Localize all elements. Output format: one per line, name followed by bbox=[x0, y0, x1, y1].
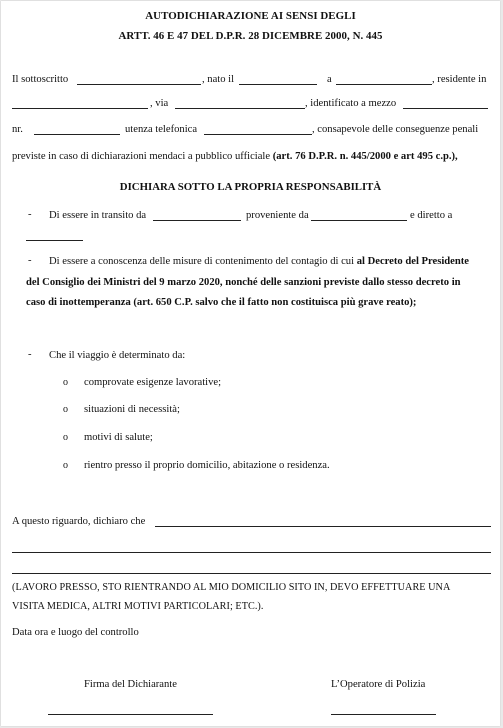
reason-2: situazioni di necessità; bbox=[84, 404, 180, 415]
reason-4: rientro presso il proprio domicilio, abitazione o residenza. bbox=[84, 460, 330, 471]
label-transito: Di essere in transito da bbox=[49, 210, 147, 221]
label-sottoscritto: Il sottoscritto bbox=[12, 74, 69, 85]
document-title-line1: AUTODICHIARAZIONE AI SENSI DEGLI bbox=[145, 10, 356, 22]
field-diretto-a[interactable] bbox=[26, 240, 83, 241]
field-numero-documento[interactable] bbox=[34, 134, 120, 135]
conoscenza-line1 bbox=[49, 255, 469, 268]
label-previste: previste in caso di dichiarazioni mendaci a pubblico ufficiale bbox=[12, 151, 271, 162]
dichiara-heading: DICHIARA SOTTO LA PROPRIA RESPONSABILITÀ bbox=[119, 181, 382, 193]
field-nome[interactable] bbox=[77, 84, 201, 85]
firma-dichiarante-line[interactable] bbox=[48, 714, 213, 715]
declaration-page bbox=[1, 1, 500, 726]
field-via[interactable] bbox=[175, 108, 305, 109]
field-telefono[interactable] bbox=[204, 134, 312, 135]
conoscenza-line2: del Consiglio dei Ministri del 9 marzo 2020, nonché delle sanzioni previste dallo stesso decreto in bbox=[26, 277, 461, 288]
conoscenza-normal: Di essere a conoscenza delle misure di contenimento del contagio di cui bbox=[49, 256, 355, 267]
label-a: a bbox=[327, 74, 332, 85]
label-residente-in: , residente in bbox=[432, 74, 487, 85]
document-title-line2: ARTT. 46 E 47 DEL D.P.R. 28 DICEMBRE 2000, N. 445 bbox=[118, 30, 383, 42]
label-data-luogo: Data ora e luogo del controllo bbox=[12, 627, 139, 638]
previste-line bbox=[12, 150, 458, 163]
field-data-nascita[interactable] bbox=[239, 84, 317, 85]
field-dichiarazione-1[interactable] bbox=[155, 526, 491, 527]
label-articoli: (art. 76 D.P.R. n. 445/2000 e art 495 c.p.), bbox=[272, 151, 458, 162]
esempi-line1: (LAVORO PRESSO, STO RIENTRANDO AL MIO DOMICILIO SITO IN, DEVO EFFETTUARE UNA bbox=[12, 582, 451, 593]
field-proveniente-da[interactable] bbox=[311, 220, 407, 221]
label-diretto: e diretto a bbox=[410, 210, 453, 221]
esempi-line2: VISITA MEDICA, ALTRI MOTIVI PARTICOLARI; ETC.). bbox=[12, 601, 264, 612]
reason-3: motivi di salute; bbox=[84, 432, 153, 443]
field-dichiarazione-3[interactable] bbox=[12, 573, 491, 574]
reason-bullet-4: o bbox=[63, 460, 68, 471]
label-viaggio: Che il viaggio è determinato da: bbox=[49, 350, 186, 361]
conoscenza-bold1: al Decreto del Presidente bbox=[356, 256, 469, 267]
label-identificato: , identificato a mezzo bbox=[305, 98, 397, 109]
label-via: , via bbox=[150, 98, 169, 109]
label-consapevole: , consapevole delle conseguenze penali bbox=[312, 124, 479, 135]
field-luogo-nascita[interactable] bbox=[336, 84, 432, 85]
label-proveniente: proveniente da bbox=[246, 210, 309, 221]
label-utenza: utenza telefonica bbox=[125, 124, 198, 135]
label-riguardo: A questo riguardo, dichiaro che bbox=[12, 516, 146, 527]
label-firma-dichiarante: Firma del Dichiarante bbox=[84, 679, 177, 690]
dash-viaggio: - bbox=[28, 349, 32, 360]
reason-bullet-2: o bbox=[63, 404, 68, 415]
field-transito-da[interactable] bbox=[153, 220, 241, 221]
label-operatore: L’Operatore di Polizia bbox=[331, 679, 426, 690]
field-residenza[interactable] bbox=[12, 108, 148, 109]
reason-1: comprovate esigenze lavorative; bbox=[84, 377, 222, 388]
dash-conoscenza: - bbox=[28, 255, 32, 266]
conoscenza-line3: caso di inottemperanza (art. 650 C.P. salvo che il fatto non costituisca più grave reato); bbox=[26, 297, 417, 308]
label-nato-il: , nato il bbox=[202, 74, 235, 85]
dash-transito: - bbox=[28, 209, 32, 220]
label-nr: nr. bbox=[12, 124, 23, 135]
reason-bullet-3: o bbox=[63, 432, 68, 443]
firma-operatore-line[interactable] bbox=[331, 714, 436, 715]
field-documento[interactable] bbox=[403, 108, 488, 109]
reason-bullet-1: o bbox=[63, 377, 68, 388]
field-dichiarazione-2[interactable] bbox=[12, 552, 491, 553]
